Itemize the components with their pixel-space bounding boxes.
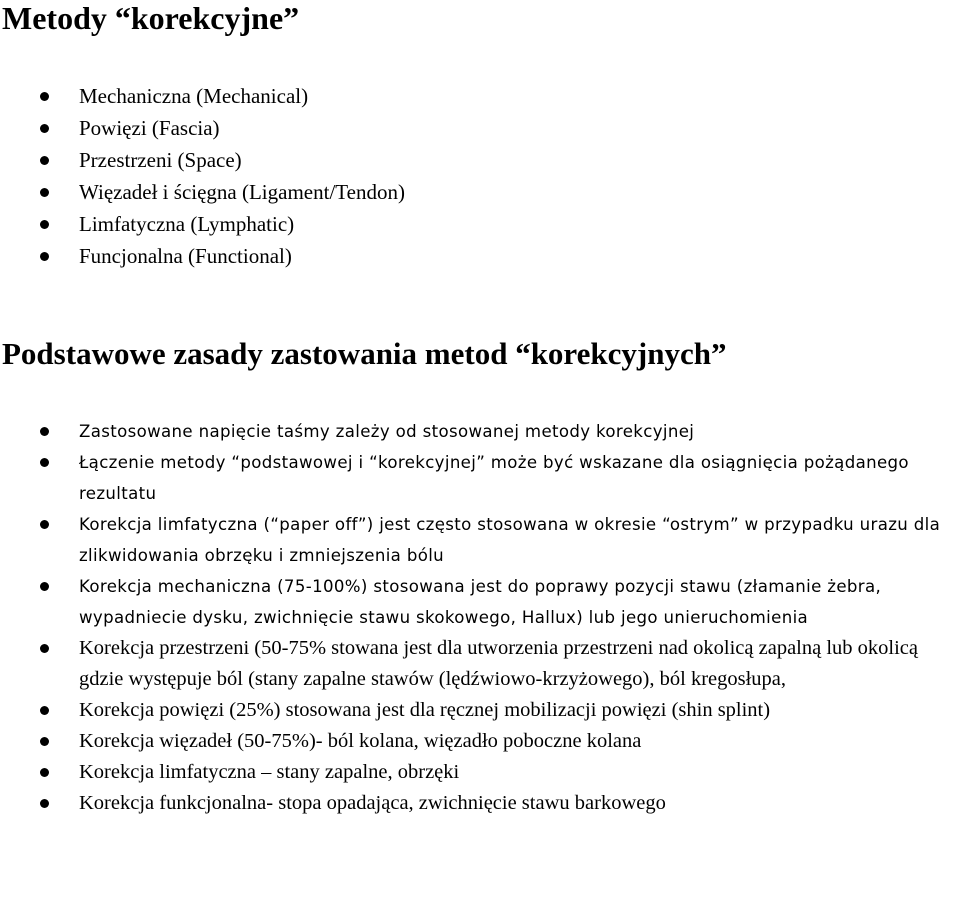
list-item: Funcjonalna (Functional) [0,240,960,272]
list-item: Korekcja funkcjonalna- stopa opadająca, zwichnięcie stawu barkowego [0,788,960,819]
corrective-methods-list [0,80,960,272]
list-item: Przestrzeni (Space) [0,144,960,176]
list-item: Limfatyczna (Lymphatic) [0,208,960,240]
section-title-corrective-methods: Metody “korekcyjne” [2,0,300,36]
list-item: Korekcja limfatyczna – stany zapalne, obrzęki [0,757,960,788]
list-item: Korekcja mechaniczna (75-100%) stosowana jest do poprawy pozycji stawu (złamanie żebra, wypadniecie dysku, zwichnięcie stawu skokowego, Hallux) lub jego unieruchomienia [0,571,960,633]
list-item: Łączenie metody “podstawowej i “korekcyjnej” może być wskazane dla osiągnięcia pożądanego rezultatu [0,447,960,509]
list-item: Powięzi (Fascia) [0,112,960,144]
list-item: Korekcja więzadeł (50-75%)- ból kolana, więzadło poboczne kolana [0,726,960,757]
list-item: Korekcja powięzi (25%) stosowana jest dla ręcznej mobilizacji powięzi (shin splint) [0,695,960,726]
section-title-basic-principles: Podstawowe zasady zastowania metod “korekcyjnych” [2,336,727,371]
list-item: Zastosowane napięcie taśmy zależy od stosowanej metody korekcyjnej [0,416,960,447]
list-item: Mechaniczna (Mechanical) [0,80,960,112]
list-item: Korekcja limfatyczna (“paper off”) jest często stosowana w okresie “ostrym” w przypadku urazu dla zlikwidowania obrzęku i zmniejszenia bólu [0,509,960,571]
list-item: Więzadeł i ścięgna (Ligament/Tendon) [0,176,960,208]
list-item: Korekcja przestrzeni (50-75% stowana jest dla utworzenia przestrzeni nad okolicą zapalną lub okolicą gdzie występuje ból (stany zapalne stawów (lędźwiowo-krzyżowego), ból kregosłupa, [0,633,960,695]
basic-principles-list [0,416,960,819]
